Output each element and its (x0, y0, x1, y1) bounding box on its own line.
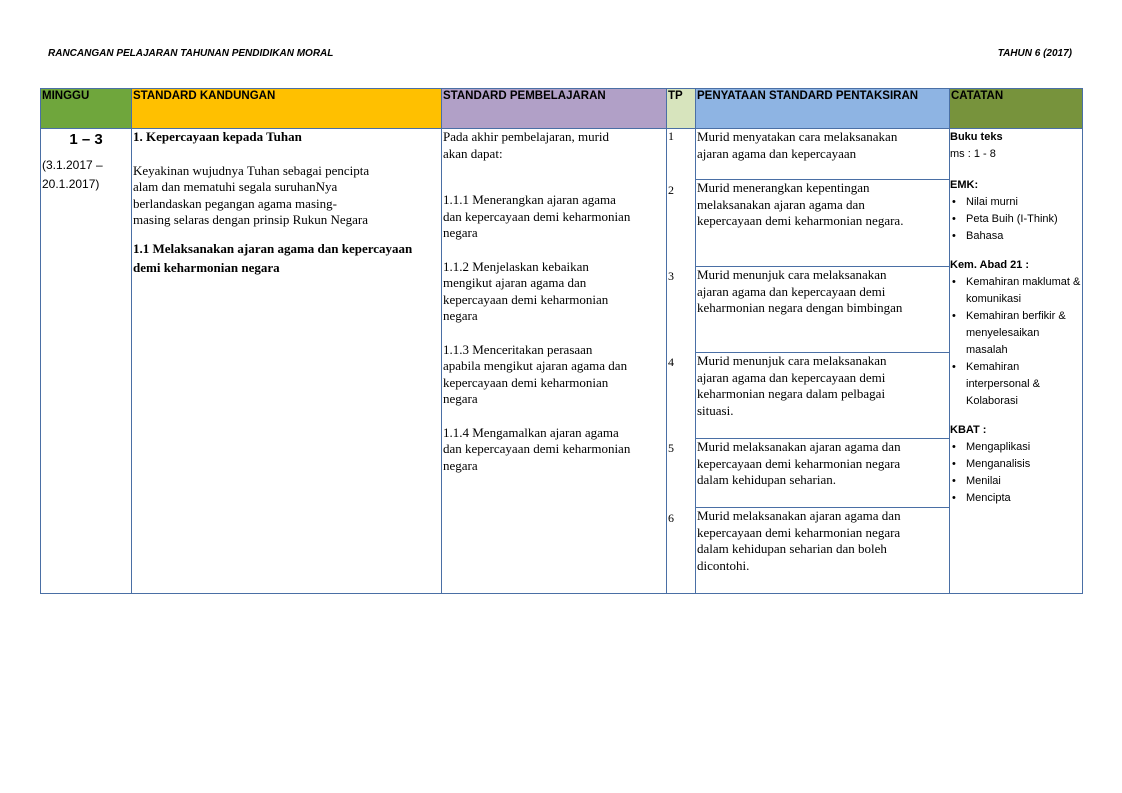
kbat-list (950, 439, 1082, 507)
list-item: • Kemahiran berfikir & menyelesaikan masalah (950, 308, 1082, 359)
sk-title: 1. Kepercayaan kepada Tuhan (133, 129, 302, 144)
penyataan-item: Murid menyatakan cara melaksanakan ajaran agama dan kepercayaan (697, 129, 898, 161)
list-item: • Menilai (950, 473, 1082, 490)
cell-catatan (950, 129, 1083, 594)
tp-level-number: 3 (668, 269, 674, 283)
penyataan-item: Murid melaksanakan ajaran agama dan kepercayaan demi keharmonian negara dalam kehidupan seharian dan boleh dicontohi. (697, 508, 901, 573)
list-item: • Kemahiran interpersonal & Kolaborasi (950, 359, 1082, 410)
cell-minggu (41, 129, 132, 594)
header-standard-kandungan: STANDARD KANDUNGAN (132, 89, 442, 129)
tp-level-number: 6 (668, 511, 674, 525)
document-year: TAHUN 6 (2017) (997, 48, 1072, 59)
catatan-abad-label: Kem. Abad 21 : (950, 259, 1030, 271)
tp-level-number: 2 (668, 183, 674, 197)
sp-intro: Pada akhir pembelajaran, murid akan dapat: (443, 129, 610, 161)
emk-list (950, 194, 1082, 245)
sk-subtitle: 1.1 Melaksanakan ajaran agama dan kepercayaan demi keharmonian negara (133, 240, 413, 275)
header-tp: TP (667, 89, 696, 129)
cell-penyataan (696, 129, 950, 594)
sp-item: 1.1.1 Menerangkan ajaran agama dan kepercayaan demi keharmonian negara (443, 192, 631, 240)
tp-level-number: 4 (668, 355, 674, 369)
minggu-date: (3.1.2017 – 20.1.2017) (42, 158, 103, 191)
minggu-number: 1 – 3 (69, 131, 103, 148)
cell-tp (667, 129, 696, 594)
abad-list (950, 274, 1082, 410)
catatan-emk-label: EMK: (950, 179, 979, 191)
list-item: • Mencipta (950, 490, 1082, 507)
cell-standard-pembelajaran (442, 129, 667, 594)
header-catatan: CATATAN (950, 89, 1083, 129)
tp-level-number: 1 (668, 129, 674, 143)
table-header-row (41, 89, 1083, 129)
penyataan-item: Murid menerangkan kepentingan melaksanakan ajaran agama dan kepercayaan demi keharmonian negara. (697, 180, 904, 228)
table-row (41, 129, 1083, 594)
header-penyataan: PENYATAAN STANDARD PENTAKSIRAN (696, 89, 950, 129)
header-standard-pembelajaran: STANDARD PEMBELAJARAN (442, 89, 667, 129)
sp-item: 1.1.4 Mengamalkan ajaran agama dan kepercayaan demi keharmonian negara (443, 424, 631, 473)
list-item: • Bahasa (950, 228, 1082, 245)
lesson-plan-table (40, 88, 1083, 594)
list-item: • Menganalisis (950, 456, 1082, 473)
list-item: • Peta Buih (I-Think) (950, 211, 1082, 228)
cell-standard-kandungan (132, 129, 442, 594)
catatan-buku-pages: ms : 1 - 8 (950, 148, 996, 160)
list-item: • Nilai murni (950, 194, 1082, 211)
sp-item: 1.1.2 Menjelaskan kebaikan mengikut ajaran agama dan kepercayaan demi keharmonian negara (443, 258, 609, 323)
penyataan-item: Murid melaksanakan ajaran agama dan kepercayaan demi keharmonian negara dalam kehidupan seharian. (697, 439, 901, 487)
document-title: RANCANGAN PELAJARAN TAHUNAN PENDIDIKAN MORAL (48, 48, 334, 59)
list-item: • Mengaplikasi (950, 439, 1082, 456)
penyataan-item: Murid menunjuk cara melaksanakan ajaran agama dan kepercayaan demi keharmonian negara dengan bimbingan (697, 267, 903, 315)
sk-description: Keyakinan wujudnya Tuhan sebagai pencipta alam dan mematuhi segala suruhanNya berlandaskan pegangan agama masing-masing selaras dengan prinsip Rukun Negara (133, 162, 370, 227)
tp-level-number: 5 (668, 441, 674, 455)
catatan-kbat-label: KBAT : (950, 424, 987, 436)
penyataan-item: Murid menunjuk cara melaksanakan ajaran agama dan kepercayaan demi keharmonian negara dalam pelbagai situasi. (697, 353, 887, 418)
sp-item: 1.1.3 Menceritakan perasaan apabila mengikut ajaran agama dan kepercayaan demi keharmonian negara (443, 341, 628, 406)
list-item: • Kemahiran maklumat & komunikasi (950, 274, 1082, 308)
header-minggu: MINGGU (41, 89, 132, 129)
catatan-buku-label: Buku teks (950, 131, 1003, 143)
